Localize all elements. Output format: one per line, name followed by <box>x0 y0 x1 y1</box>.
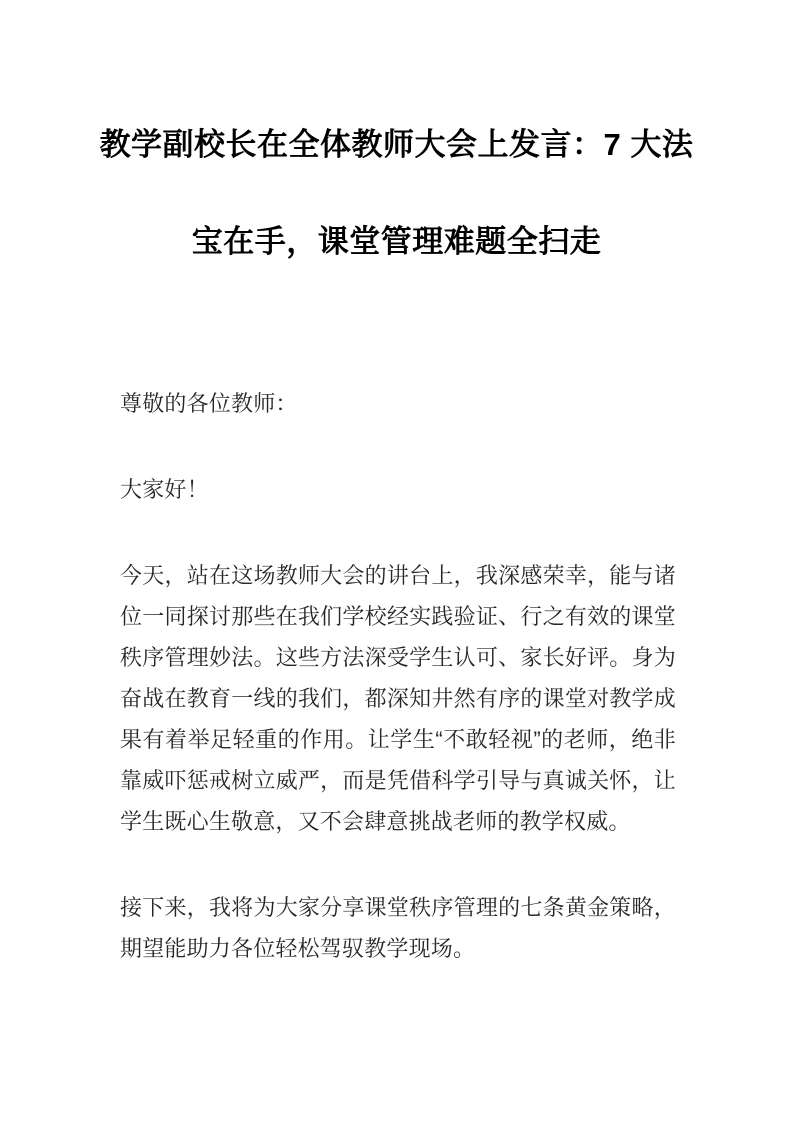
document-title-line-2: 宝在手，课堂管理难题全扫走 <box>191 224 602 259</box>
paragraph-greeting: 大家好！ <box>120 477 209 502</box>
paragraph-main: 今天，站在这场教师大会的讲台上，我深感荣幸，能与诸位一同探讨那些在我们学校经实践验证、行之有效的课堂秩序管理妙法。这些方法深受学生认可、家长好评。身为奋战在教育一线的我们，都深知井然有序的课堂对教学成果有着举足轻重的作用。让学生“不敢轻视”的老师，绝非靠威吓惩戒树立威严，而是凭借科学引导与真诚关怀，让学生既心生敬意，又不会肆意挑战老师的教学权威。 <box>120 563 676 834</box>
document-title <box>0 96 793 290</box>
document-body <box>0 383 793 969</box>
paragraph-salutation: 尊敬的各位教师： <box>120 391 298 416</box>
document-title-line-1: 教学副校长在全体教师大会上发言：7 大法 <box>99 127 694 162</box>
paragraph-closing: 接下来，我将为大家分享课堂秩序管理的七条黄金策略，期望能助力各位轻松驾驭教学现场。 <box>120 895 676 961</box>
